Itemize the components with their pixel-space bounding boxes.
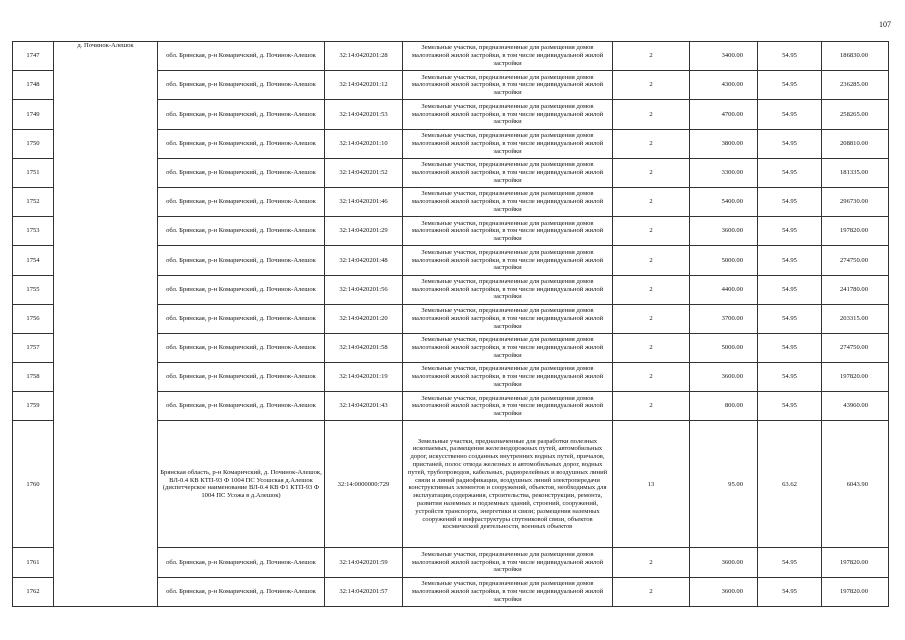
- area-cell: 4400.00: [690, 275, 758, 304]
- area-cell: 3600.00: [690, 577, 758, 606]
- row-number-cell: 1749: [13, 100, 54, 129]
- row-number-cell: 1755: [13, 275, 54, 304]
- specific-value-cell: 54.95: [758, 577, 822, 606]
- cadastral-number-cell: 32:14:0420201:57: [325, 577, 403, 606]
- row-number-cell: 1754: [13, 246, 54, 275]
- land-use-category-cell: Земельные участки, предназначенные для размещения домов малоэтажной жилой застройки, в том числе индивидуальной жилой застройки: [403, 42, 613, 71]
- address-cell: обл. Брянская, р-н Комаричский, д. Починок-Алешок: [158, 71, 325, 100]
- table-row: [13, 42, 889, 71]
- address-cell: обл. Брянская, р-н Комаричский, д. Починок-Алешок: [158, 100, 325, 129]
- cadastral-number-cell: 32:14:0000000:729: [325, 421, 403, 548]
- address-cell: Брянская область, р-н Комаричский, д. Починок-Алешок, ВЛ-0.4 КВ КТП-93 Ф 1004 ПС Усошская д.Алешок (диспетчерское наименование ВЛ-0.4 КВ Ф1 КТП-93 Ф 1004 ПС Усожа в д.Алешок): [158, 421, 325, 548]
- settlement-cell: д. Починок-Алешок: [54, 42, 158, 607]
- specific-value-cell: 54.95: [758, 304, 822, 333]
- use-group-cell: 2: [613, 275, 690, 304]
- area-cell: 5400.00: [690, 187, 758, 216]
- use-group-cell: 2: [613, 548, 690, 577]
- area-cell: 800.00: [690, 392, 758, 421]
- cadastral-value-cell: 43960.00: [822, 392, 889, 421]
- row-number-cell: 1760: [13, 421, 54, 548]
- cadastral-number-cell: 32:14:0420201:20: [325, 304, 403, 333]
- address-cell: обл. Брянская, р-н Комаричский, д. Починок-Алешок: [158, 129, 325, 158]
- cadastral-value-table: [12, 41, 889, 607]
- cadastral-value-cell: 274750.00: [822, 333, 889, 362]
- land-use-category-cell: Земельные участки, предназначенные для размещения домов малоэтажной жилой застройки, в том числе индивидуальной жилой застройки: [403, 392, 613, 421]
- land-use-category-cell: Земельные участки, предназначенные для размещения домов малоэтажной жилой застройки, в том числе индивидуальной жилой застройки: [403, 158, 613, 187]
- specific-value-cell: 54.95: [758, 392, 822, 421]
- cadastral-value-cell: 6043.90: [822, 421, 889, 548]
- cadastral-value-cell: 208810.00: [822, 129, 889, 158]
- specific-value-cell: 54.95: [758, 71, 822, 100]
- cadastral-number-cell: 32:14:0420201:43: [325, 392, 403, 421]
- use-group-cell: 2: [613, 304, 690, 333]
- cadastral-value-cell: 241780.00: [822, 275, 889, 304]
- cadastral-value-cell: 197820.00: [822, 577, 889, 606]
- land-use-category-cell: Земельные участки, предназначенные для размещения домов малоэтажной жилой застройки, в том числе индивидуальной жилой застройки: [403, 217, 613, 246]
- land-use-category-cell: Земельные участки, предназначенные для размещения домов малоэтажной жилой застройки, в том числе индивидуальной жилой застройки: [403, 333, 613, 362]
- area-cell: 4700.00: [690, 100, 758, 129]
- address-cell: обл. Брянская, р-н Комаричский, д. Починок-Алешок: [158, 275, 325, 304]
- cadastral-value-cell: 236285.00: [822, 71, 889, 100]
- cadastral-number-cell: 32:14:0420201:59: [325, 548, 403, 577]
- cadastral-value-cell: 181335.00: [822, 158, 889, 187]
- address-cell: обл. Брянская, р-н Комаричский, д. Починок-Алешок: [158, 333, 325, 362]
- use-group-cell: 2: [613, 217, 690, 246]
- use-group-cell: 2: [613, 577, 690, 606]
- land-use-category-cell: Земельные участки, предназначенные для размещения домов малоэтажной жилой застройки, в том числе индивидуальной жилой застройки: [403, 577, 613, 606]
- row-number-cell: 1748: [13, 71, 54, 100]
- cadastral-value-cell: 186830.00: [822, 42, 889, 71]
- cadastral-value-cell: 274750.00: [822, 246, 889, 275]
- cadastral-number-cell: 32:14:0420201:19: [325, 363, 403, 392]
- specific-value-cell: 54.95: [758, 217, 822, 246]
- area-cell: 3600.00: [690, 363, 758, 392]
- specific-value-cell: 54.95: [758, 363, 822, 392]
- use-group-cell: 2: [613, 100, 690, 129]
- use-group-cell: 2: [613, 42, 690, 71]
- land-use-category-cell: Земельные участки, предназначенные для размещения домов малоэтажной жилой застройки, в том числе индивидуальной жилой застройки: [403, 71, 613, 100]
- row-number-cell: 1757: [13, 333, 54, 362]
- specific-value-cell: 54.95: [758, 246, 822, 275]
- land-use-category-cell: Земельные участки, предназначенные для разработки полезных ископаемых, размещения железнодорожных путей, автомобильных дорог, искусственно созданных внутренних водных путей, причалов, пристаней, полос отвода железных и автомобильных дорог, водных путей, трубопроводов, кабельных, радиорелейных и воздушных линий связи и линий радиофикации, воздушных линий электропередачи конструктивных элементов и сооружений, объектов, необходимых для эксплуатации,содержания, строительства, реконструкции, ремонта, развития наземных и подземных зданий, строений, сооружений, устройств транспорта, энергетики и связи; размещения наземных сооружений и инфраструктуры спутниковой связи, объектов космической деятельности, военных объектов: [403, 421, 613, 548]
- address-cell: обл. Брянская, р-н Комаричский, д. Починок-Алешок: [158, 246, 325, 275]
- specific-value-cell: 54.95: [758, 158, 822, 187]
- cadastral-number-cell: 32:14:0420201:56: [325, 275, 403, 304]
- address-cell: обл. Брянская, р-н Комаричский, д. Починок-Алешок: [158, 42, 325, 71]
- address-cell: обл. Брянская, р-н Комаричский, д. Починок-Алешок: [158, 392, 325, 421]
- cadastral-number-cell: 32:14:0420201:58: [325, 333, 403, 362]
- use-group-cell: 13: [613, 421, 690, 548]
- cadastral-value-cell: 197820.00: [822, 217, 889, 246]
- cadastral-number-cell: 32:14:0420201:53: [325, 100, 403, 129]
- address-cell: обл. Брянская, р-н Комаричский, д. Починок-Алешок: [158, 187, 325, 216]
- cadastral-value-cell: 296730.00: [822, 187, 889, 216]
- area-cell: 95.00: [690, 421, 758, 548]
- row-number-cell: 1752: [13, 187, 54, 216]
- specific-value-cell: 54.95: [758, 187, 822, 216]
- use-group-cell: 2: [613, 187, 690, 216]
- page-number: 107: [879, 20, 891, 29]
- row-number-cell: 1751: [13, 158, 54, 187]
- row-number-cell: 1761: [13, 548, 54, 577]
- land-use-category-cell: Земельные участки, предназначенные для размещения домов малоэтажной жилой застройки, в том числе индивидуальной жилой застройки: [403, 304, 613, 333]
- land-use-category-cell: Земельные участки, предназначенные для размещения домов малоэтажной жилой застройки, в том числе индивидуальной жилой застройки: [403, 363, 613, 392]
- land-use-category-cell: Земельные участки, предназначенные для размещения домов малоэтажной жилой застройки, в том числе индивидуальной жилой застройки: [403, 187, 613, 216]
- cadastral-value-cell: 197820.00: [822, 363, 889, 392]
- row-number-cell: 1753: [13, 217, 54, 246]
- specific-value-cell: 54.95: [758, 42, 822, 71]
- area-cell: 5000.00: [690, 333, 758, 362]
- address-cell: обл. Брянская, р-н Комаричский, д. Починок-Алешок: [158, 363, 325, 392]
- cadastral-number-cell: 32:14:0420201:10: [325, 129, 403, 158]
- specific-value-cell: 54.95: [758, 548, 822, 577]
- area-cell: 3700.00: [690, 304, 758, 333]
- row-number-cell: 1758: [13, 363, 54, 392]
- address-cell: обл. Брянская, р-н Комаричский, д. Починок-Алешок: [158, 217, 325, 246]
- specific-value-cell: 54.95: [758, 129, 822, 158]
- address-cell: обл. Брянская, р-н Комаричский, д. Починок-Алешок: [158, 577, 325, 606]
- land-use-category-cell: Земельные участки, предназначенные для размещения домов малоэтажной жилой застройки, в том числе индивидуальной жилой застройки: [403, 100, 613, 129]
- address-cell: обл. Брянская, р-н Комаричский, д. Починок-Алешок: [158, 158, 325, 187]
- cadastral-value-cell: 197820.00: [822, 548, 889, 577]
- cadastral-value-cell: 203315.00: [822, 304, 889, 333]
- area-cell: 3300.00: [690, 158, 758, 187]
- specific-value-cell: 54.95: [758, 100, 822, 129]
- land-use-category-cell: Земельные участки, предназначенные для размещения домов малоэтажной жилой застройки, в том числе индивидуальной жилой застройки: [403, 275, 613, 304]
- use-group-cell: 2: [613, 333, 690, 362]
- row-number-cell: 1756: [13, 304, 54, 333]
- area-cell: 3600.00: [690, 548, 758, 577]
- cadastral-number-cell: 32:14:0420201:12: [325, 71, 403, 100]
- use-group-cell: 2: [613, 129, 690, 158]
- area-cell: 3400.00: [690, 42, 758, 71]
- cadastral-number-cell: 32:14:0420201:29: [325, 217, 403, 246]
- address-cell: обл. Брянская, р-н Комаричский, д. Починок-Алешок: [158, 304, 325, 333]
- specific-value-cell: 54.95: [758, 333, 822, 362]
- land-use-category-cell: Земельные участки, предназначенные для размещения домов малоэтажной жилой застройки, в том числе индивидуальной жилой застройки: [403, 129, 613, 158]
- cadastral-number-cell: 32:14:0420201:48: [325, 246, 403, 275]
- row-number-cell: 1747: [13, 42, 54, 71]
- cadastral-number-cell: 32:14:0420201:52: [325, 158, 403, 187]
- row-number-cell: 1762: [13, 577, 54, 606]
- specific-value-cell: 54.95: [758, 275, 822, 304]
- row-number-cell: 1750: [13, 129, 54, 158]
- use-group-cell: 2: [613, 392, 690, 421]
- address-cell: обл. Брянская, р-н Комаричский, д. Починок-Алешок: [158, 548, 325, 577]
- specific-value-cell: 63.62: [758, 421, 822, 548]
- use-group-cell: 2: [613, 246, 690, 275]
- land-use-category-cell: Земельные участки, предназначенные для размещения домов малоэтажной жилой застройки, в том числе индивидуальной жилой застройки: [403, 246, 613, 275]
- table-body: [13, 42, 889, 607]
- area-cell: 5000.00: [690, 246, 758, 275]
- land-use-category-cell: Земельные участки, предназначенные для размещения домов малоэтажной жилой застройки, в том числе индивидуальной жилой застройки: [403, 548, 613, 577]
- area-cell: 3800.00: [690, 129, 758, 158]
- use-group-cell: 2: [613, 158, 690, 187]
- row-number-cell: 1759: [13, 392, 54, 421]
- use-group-cell: 2: [613, 71, 690, 100]
- area-cell: 3600.00: [690, 217, 758, 246]
- area-cell: 4300.00: [690, 71, 758, 100]
- cadastral-number-cell: 32:14:0420201:46: [325, 187, 403, 216]
- cadastral-number-cell: 32:14:0420201:28: [325, 42, 403, 71]
- cadastral-value-cell: 258265.00: [822, 100, 889, 129]
- use-group-cell: 2: [613, 363, 690, 392]
